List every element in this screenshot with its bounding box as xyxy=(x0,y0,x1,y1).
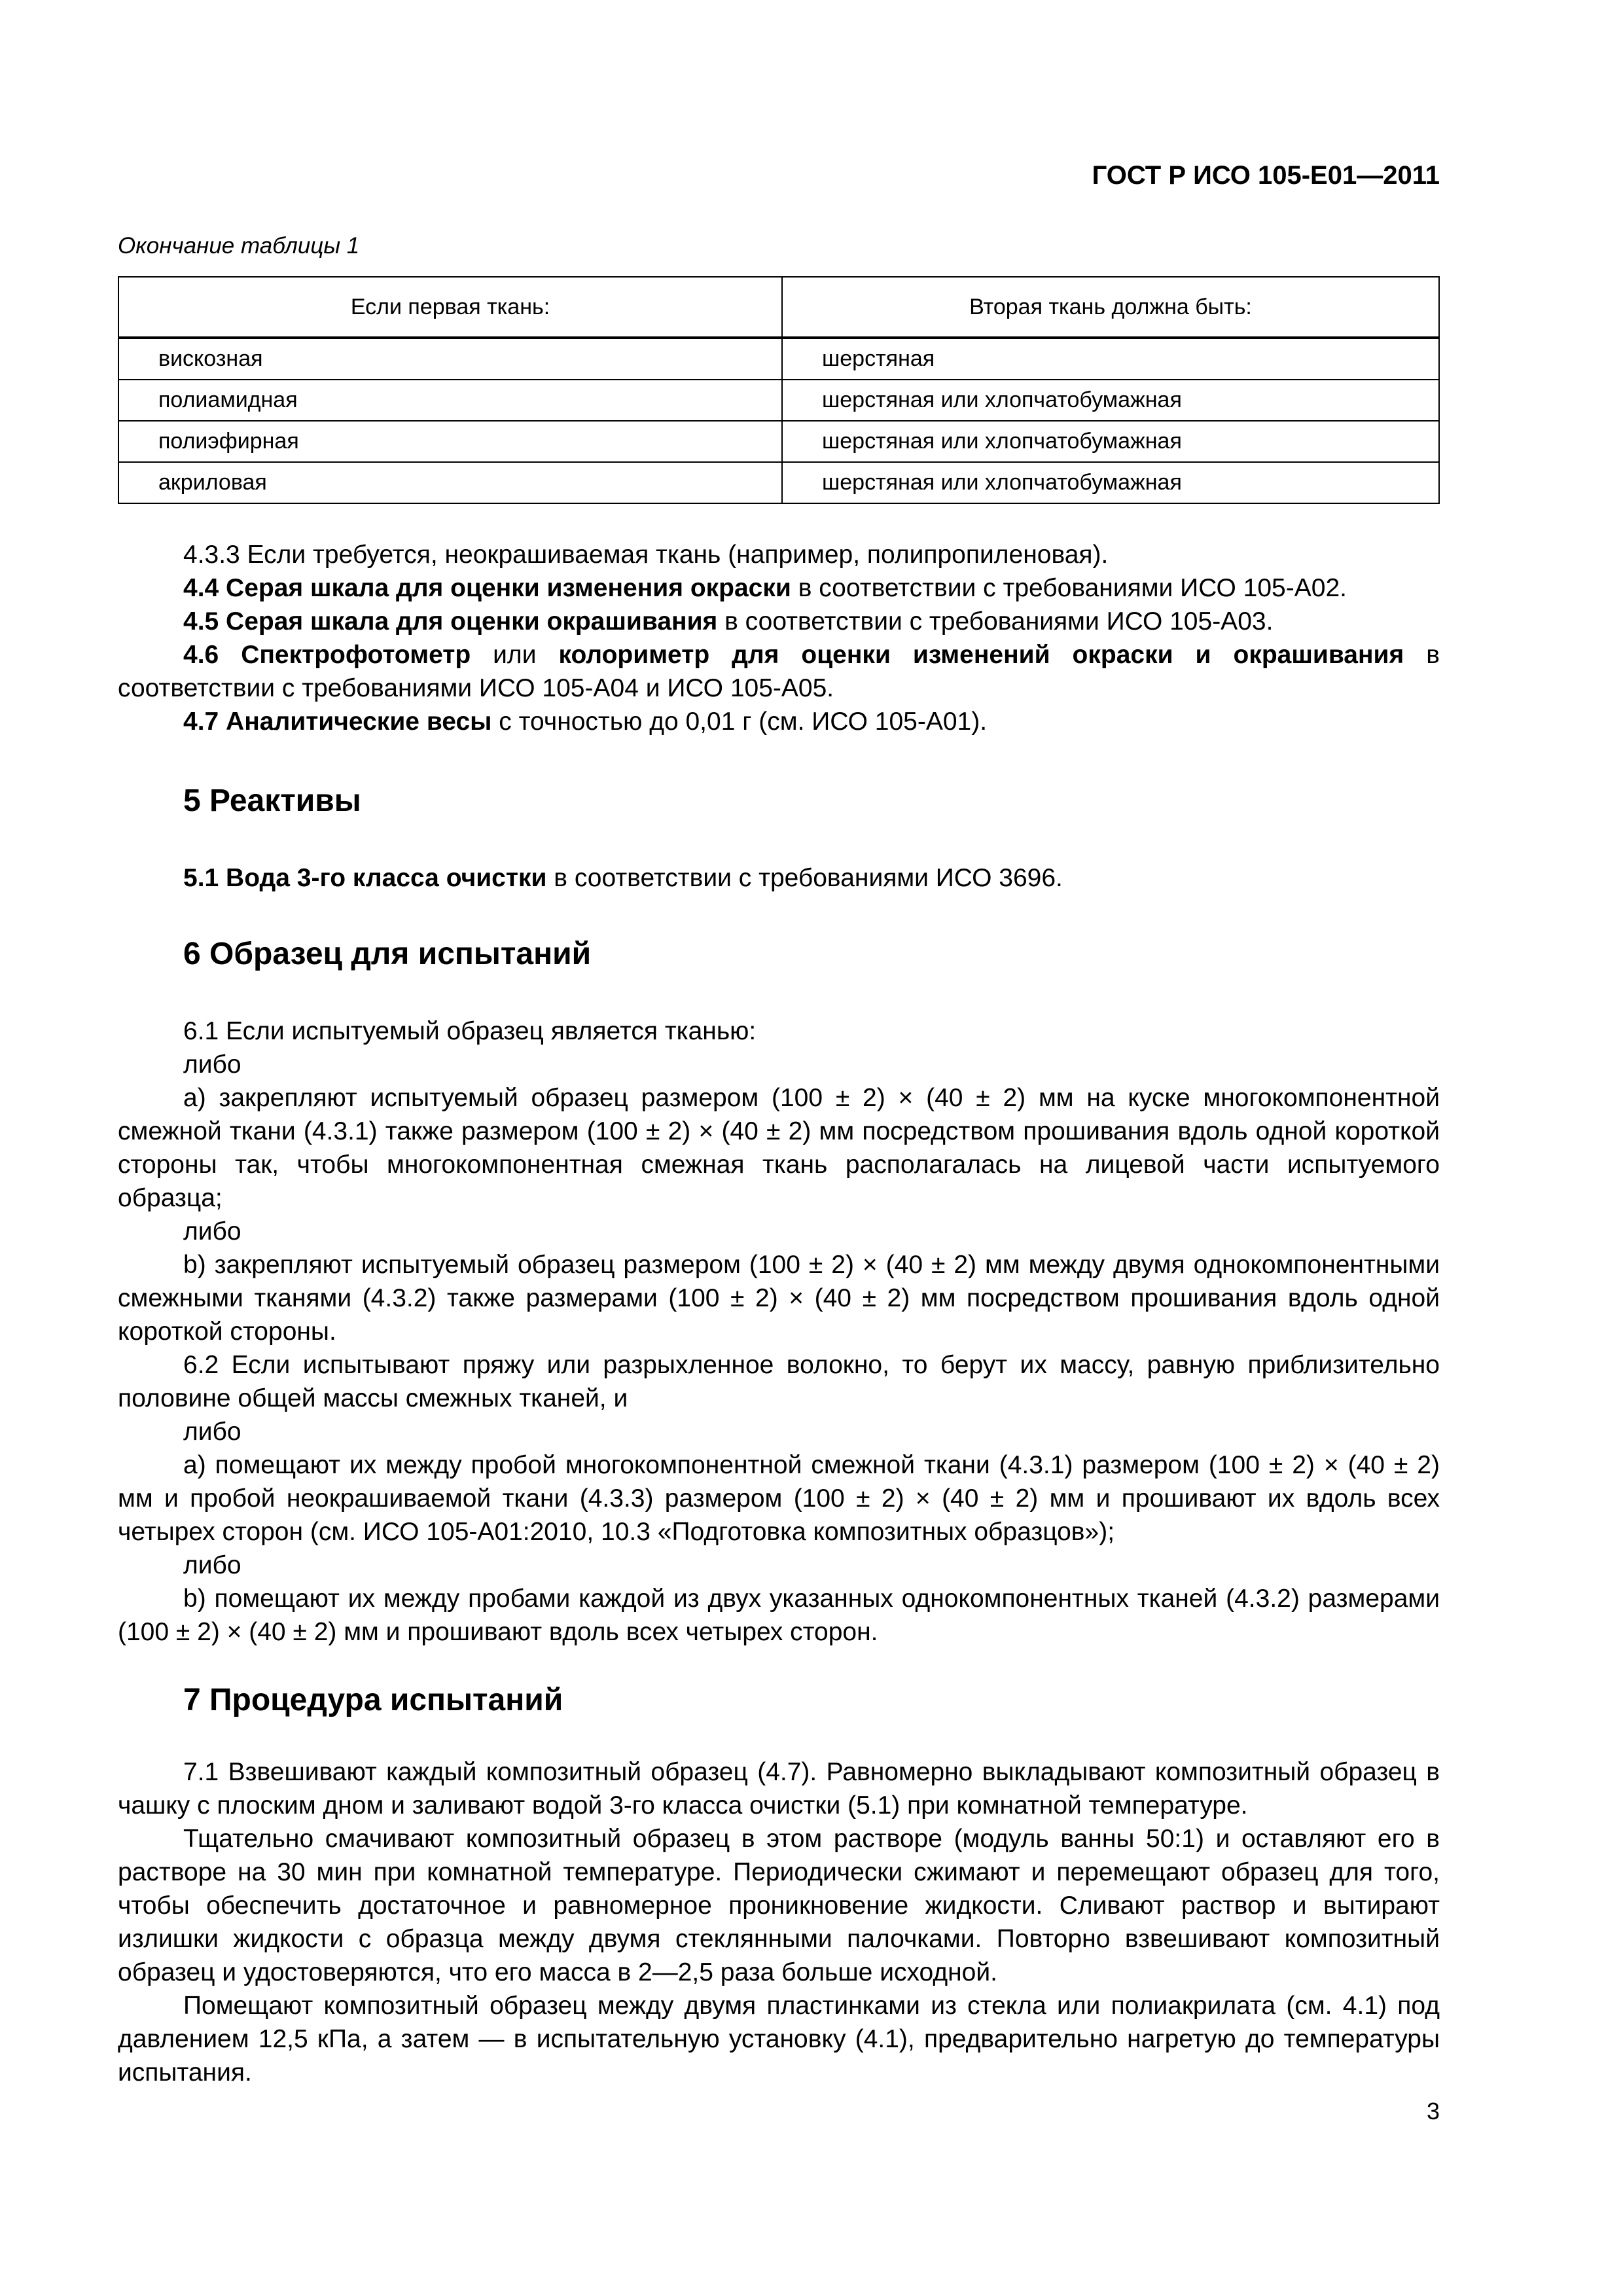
bold-term: 4.6 Спектрофотометр xyxy=(183,641,471,669)
page-number: 3 xyxy=(1426,2098,1440,2125)
either-label: либо xyxy=(183,1418,241,1446)
table-header-first-fabric: Если первая ткань: xyxy=(118,277,782,338)
bold-term: 4.7 Аналитические весы xyxy=(183,708,492,736)
bold-term: 4.4 Серая шкала для оценки изменения окраски xyxy=(183,574,791,602)
paragraph-text: или xyxy=(471,641,559,669)
either-label: либо xyxy=(183,1217,241,1246)
paragraph-4-6 xyxy=(118,638,1440,705)
paragraph-5-1 xyxy=(118,861,1440,895)
bold-term: колориметр для оценки изменений окраски и окрашивания xyxy=(558,641,1404,669)
paragraph-6-1-a: а) закрепляют испытуемый образец размером (100 ± 2) × (40 ± 2) мм на куске многокомпонентной смежной ткани (4.3.1) также размером (100 ± 2) × (40 ± 2) мм посредством прошивания вдоль одной короткой стороны так, чтобы многокомпонентная смежная ткань располагалась на лицевой части испытуемого образца; xyxy=(118,1084,1440,1212)
paragraph-text: в соответствии с требованиями ИСО 105-А03. xyxy=(717,607,1274,636)
table-cell: шерстяная или хлопчатобумажная xyxy=(782,380,1439,421)
paragraph-text: с точностью до 0,01 г (см. ИСО 105-А01). xyxy=(491,708,988,736)
section-5 xyxy=(118,784,1440,817)
paragraph-6-2-b: b) помещают их между пробами каждой из двух указанных однокомпонентных тканей (4.3.2) размерами (100 ± 2) × (40 ± 2) мм и прошивают вдоль всех четырех сторон. xyxy=(118,1585,1440,1646)
section-7-title: 7 Процедура испытаний xyxy=(183,1683,563,1717)
paragraph-4-3-3: 4.3.3 Если требуется, неокрашиваемая ткань (например, полипропиленовая). xyxy=(183,541,1109,569)
standard-code: ГОСТ Р ИСО 105-Е01—2011 xyxy=(1092,161,1440,190)
table-header-second-fabric: Вторая ткань должна быть: xyxy=(782,277,1439,338)
table-cell: вискозная xyxy=(118,338,782,380)
table-row xyxy=(118,462,1439,503)
section-6 xyxy=(118,937,1440,971)
table-row xyxy=(118,338,1439,380)
table-cell: полиэфирная xyxy=(118,421,782,462)
section-4-items xyxy=(118,538,1440,738)
either-label: либо xyxy=(183,1551,241,1579)
bold-term: 4.5 Серая шкала для оценки окрашивания xyxy=(183,607,718,636)
paragraph-4-4 xyxy=(118,571,1440,605)
paragraph-7-1: 7.1 Взвешивают каждый композитный образец (4.7). Равномерно выкладывают композитный образец в чашку с плоским дном и заливают водой 3-го класса очистки (5.1) при комнатной температуре. xyxy=(118,1758,1440,1820)
either-label: либо xyxy=(183,1050,241,1079)
paragraph-text: в соответствии с требованиями ИСО 3696. xyxy=(546,864,1063,892)
paragraph-7-1-cont2: Помещают композитный образец между двумя пластинками из стекла или полиакрилата (см. 4.1) под давлением 12,5 кПа, а затем — в испытательную установку (4.1), предварительно нагретую до температуры испытания. xyxy=(118,1992,1440,2087)
paragraph-6-2: 6.2 Если испытывают пряжу или разрыхленное волокно, то берут их массу, равную приблизительно половине общей массы смежных тканей, и xyxy=(118,1351,1440,1412)
table-row xyxy=(118,421,1439,462)
section-5-title: 5 Реактивы xyxy=(183,783,361,818)
bold-term: 5.1 Вода 3-го класса очистки xyxy=(183,864,547,892)
paragraph-6-1-b: b) закрепляют испытуемый образец размером (100 ± 2) × (40 ± 2) мм между двумя однокомпонентными смежными тканями (4.3.2) также размерами (100 ± 2) × (40 ± 2) мм посредством прошивания вдоль одной короткой стороны. xyxy=(118,1251,1440,1346)
table-cell: шерстяная или хлопчатобумажная xyxy=(782,462,1439,503)
paragraph-text: в соответствии с требованиями ИСО 105-А04 и ИСО 105-А05. xyxy=(118,641,1440,702)
paragraph-text: в соответствии с требованиями ИСО 105-А02. xyxy=(791,574,1347,602)
section-6-body xyxy=(118,1014,1440,1649)
paragraph-6-1: 6.1 Если испытуемый образец является тканью: xyxy=(183,1017,757,1045)
table-cell: шерстяная или хлопчатобумажная xyxy=(782,421,1439,462)
section-6-title: 6 Образец для испытаний xyxy=(183,937,592,971)
fabric-table xyxy=(118,276,1440,504)
table-cell: акриловая xyxy=(118,462,782,503)
section-7 xyxy=(118,1683,1440,1717)
section-7-body xyxy=(118,1755,1440,2089)
table-caption: Окончание таблицы 1 xyxy=(118,233,360,259)
paragraph-4-7 xyxy=(118,705,1440,738)
table-cell: полиамидная xyxy=(118,380,782,421)
table-cell: шерстяная xyxy=(782,338,1439,380)
paragraph-4-5 xyxy=(118,605,1440,638)
paragraph-6-2-a: а) помещают их между пробой многокомпонентной смежной ткани (4.3.1) размером (100 ± 2) × (40 ± 2) мм и пробой неокрашиваемой ткани (4.3.3) размером (100 ± 2) × (40 ± 2) мм и прошивают их вдоль всех четырех сторон (см. ИСО 105-А01:2010, 10.3 «Подготовка композитных образцов»); xyxy=(118,1451,1440,1546)
table-row xyxy=(118,380,1439,421)
paragraph-7-1-cont: Тщательно смачивают композитный образец в этом растворе (модуль ванны 50:1) и оставляют его в растворе на 30 мин при комнатной температуре. Периодически сжимают и перемещают образец для того, чтобы обеспечить достаточное и равномерное проникновение жидкости. Сливают раствор и вытирают излишки жидкости с образца между двумя стеклянными палочками. Повторно взвешивают композитный образец и удостоверяются, что его масса в 2—2,5 раза больше исходной. xyxy=(118,1825,1440,1986)
section-5-body xyxy=(118,861,1440,895)
